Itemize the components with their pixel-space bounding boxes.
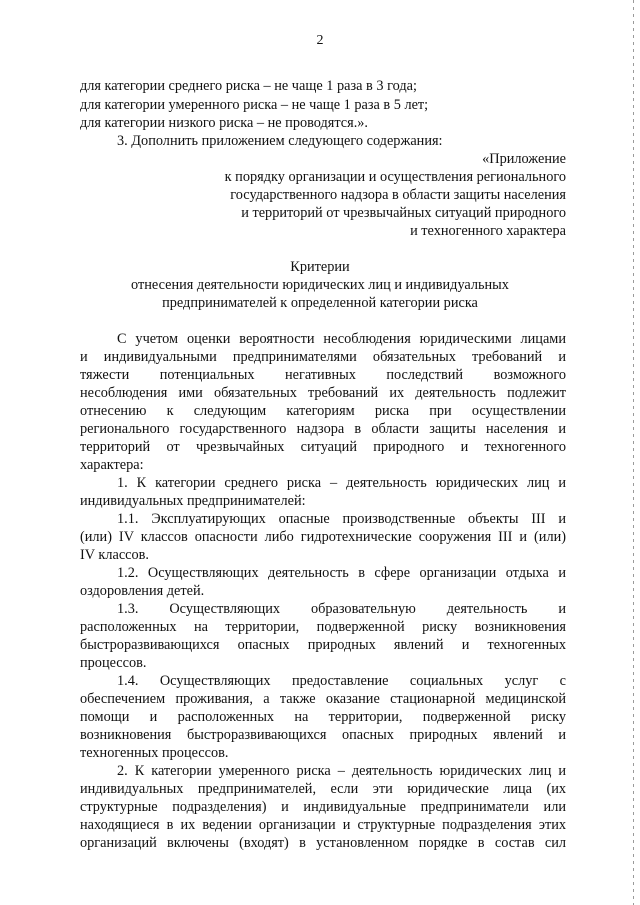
document-subtitle: предпринимателей к определенной категории риска [162,295,478,311]
text-line: находящиеся в их ведении организации и структурные подразделения этих [80,817,566,833]
text-line: организаций включены (входят) в установленном порядке в состав сил [80,835,566,851]
page-number: 2 [316,33,324,48]
text-line: индивидуальных предпринимателей: [80,493,306,509]
appendix-header-line: и техногенного характера [410,223,566,239]
text-line: характера: [80,457,144,473]
text-line: процессов. [80,655,147,671]
text-line: для категории умеренного риска – не чаще 1 раза в 5 лет; [80,97,429,113]
appendix-header-line: и территорий от чрезвычайных ситуаций природного [241,205,566,221]
text-line: 1.4. Осуществляющих предоставление социальных услуг с [117,673,566,689]
text-line: и индивидуальными предпринимателями обязательных требований и [80,349,566,365]
document-title: Критерии [290,259,350,275]
text-line: (или) IV классов опасности либо гидротехнические сооружения III и (или) [80,529,566,545]
text-line: 3. Дополнить приложением следующего содержания: [117,133,443,149]
text-line: возникновения быстроразвивающихся опасных природных явлений и [80,727,566,743]
page-edge [633,0,634,905]
text-line: техногенных процессов. [80,745,229,761]
text-line: тяжести потенциальных негативных последствий возможного [80,367,566,383]
document-subtitle: отнесения деятельности юридических лиц и индивидуальных [131,277,509,293]
text-line: помощи и расположенных на территории, подверженной риску [80,709,566,725]
text-line: территорий от чрезвычайных ситуаций природного и техногенного [80,439,566,455]
text-line: несоблюдения ими обязательных требований их деятельность подлежит [80,385,566,401]
text-line: индивидуальных предпринимателей, если эти юридические лица (их [80,781,566,797]
text-line: 2. К категории умеренного риска – деятельность юридических лиц и [117,763,566,779]
appendix-header-line: государственного надзора в области защиты населения [230,187,566,203]
text-line: IV классов. [80,547,149,563]
text-line: С учетом оценки вероятности несоблюдения юридическими лицами [117,331,566,347]
text-line: 1.1. Эксплуатирующих опасные производственные объекты III и [117,511,566,527]
text-line: 1. К категории среднего риска – деятельность юридических лиц и [117,475,566,491]
text-line: обеспечением проживания, а также оказание стационарной медицинской [80,691,566,707]
text-line: оздоровления детей. [80,583,205,599]
text-line: отнесению к следующим категориям риска при осуществлении [80,403,566,419]
text-line: быстроразвивающихся опасных природных явлений и техногенных [80,637,566,653]
text-line: для категории низкого риска – не проводятся.». [80,115,369,131]
text-line: структурные подразделения) и индивидуальные предприниматели или [80,799,566,815]
text-line: 1.3. Осуществляющих образовательную деятельность и [117,601,566,617]
text-line: регионального государственного надзора в области защиты населения и [80,421,566,437]
appendix-header-line: к порядку организации и осуществления регионального [224,169,566,185]
text-line: расположенных на территории, подверженной риску возникновения [80,619,566,635]
appendix-header-line: «Приложение [482,151,566,167]
text-line: 1.2. Осуществляющих деятельность в сфере организации отдыха и [117,565,566,581]
text-line: для категории среднего риска – не чаще 1 раза в 3 года; [80,78,417,94]
